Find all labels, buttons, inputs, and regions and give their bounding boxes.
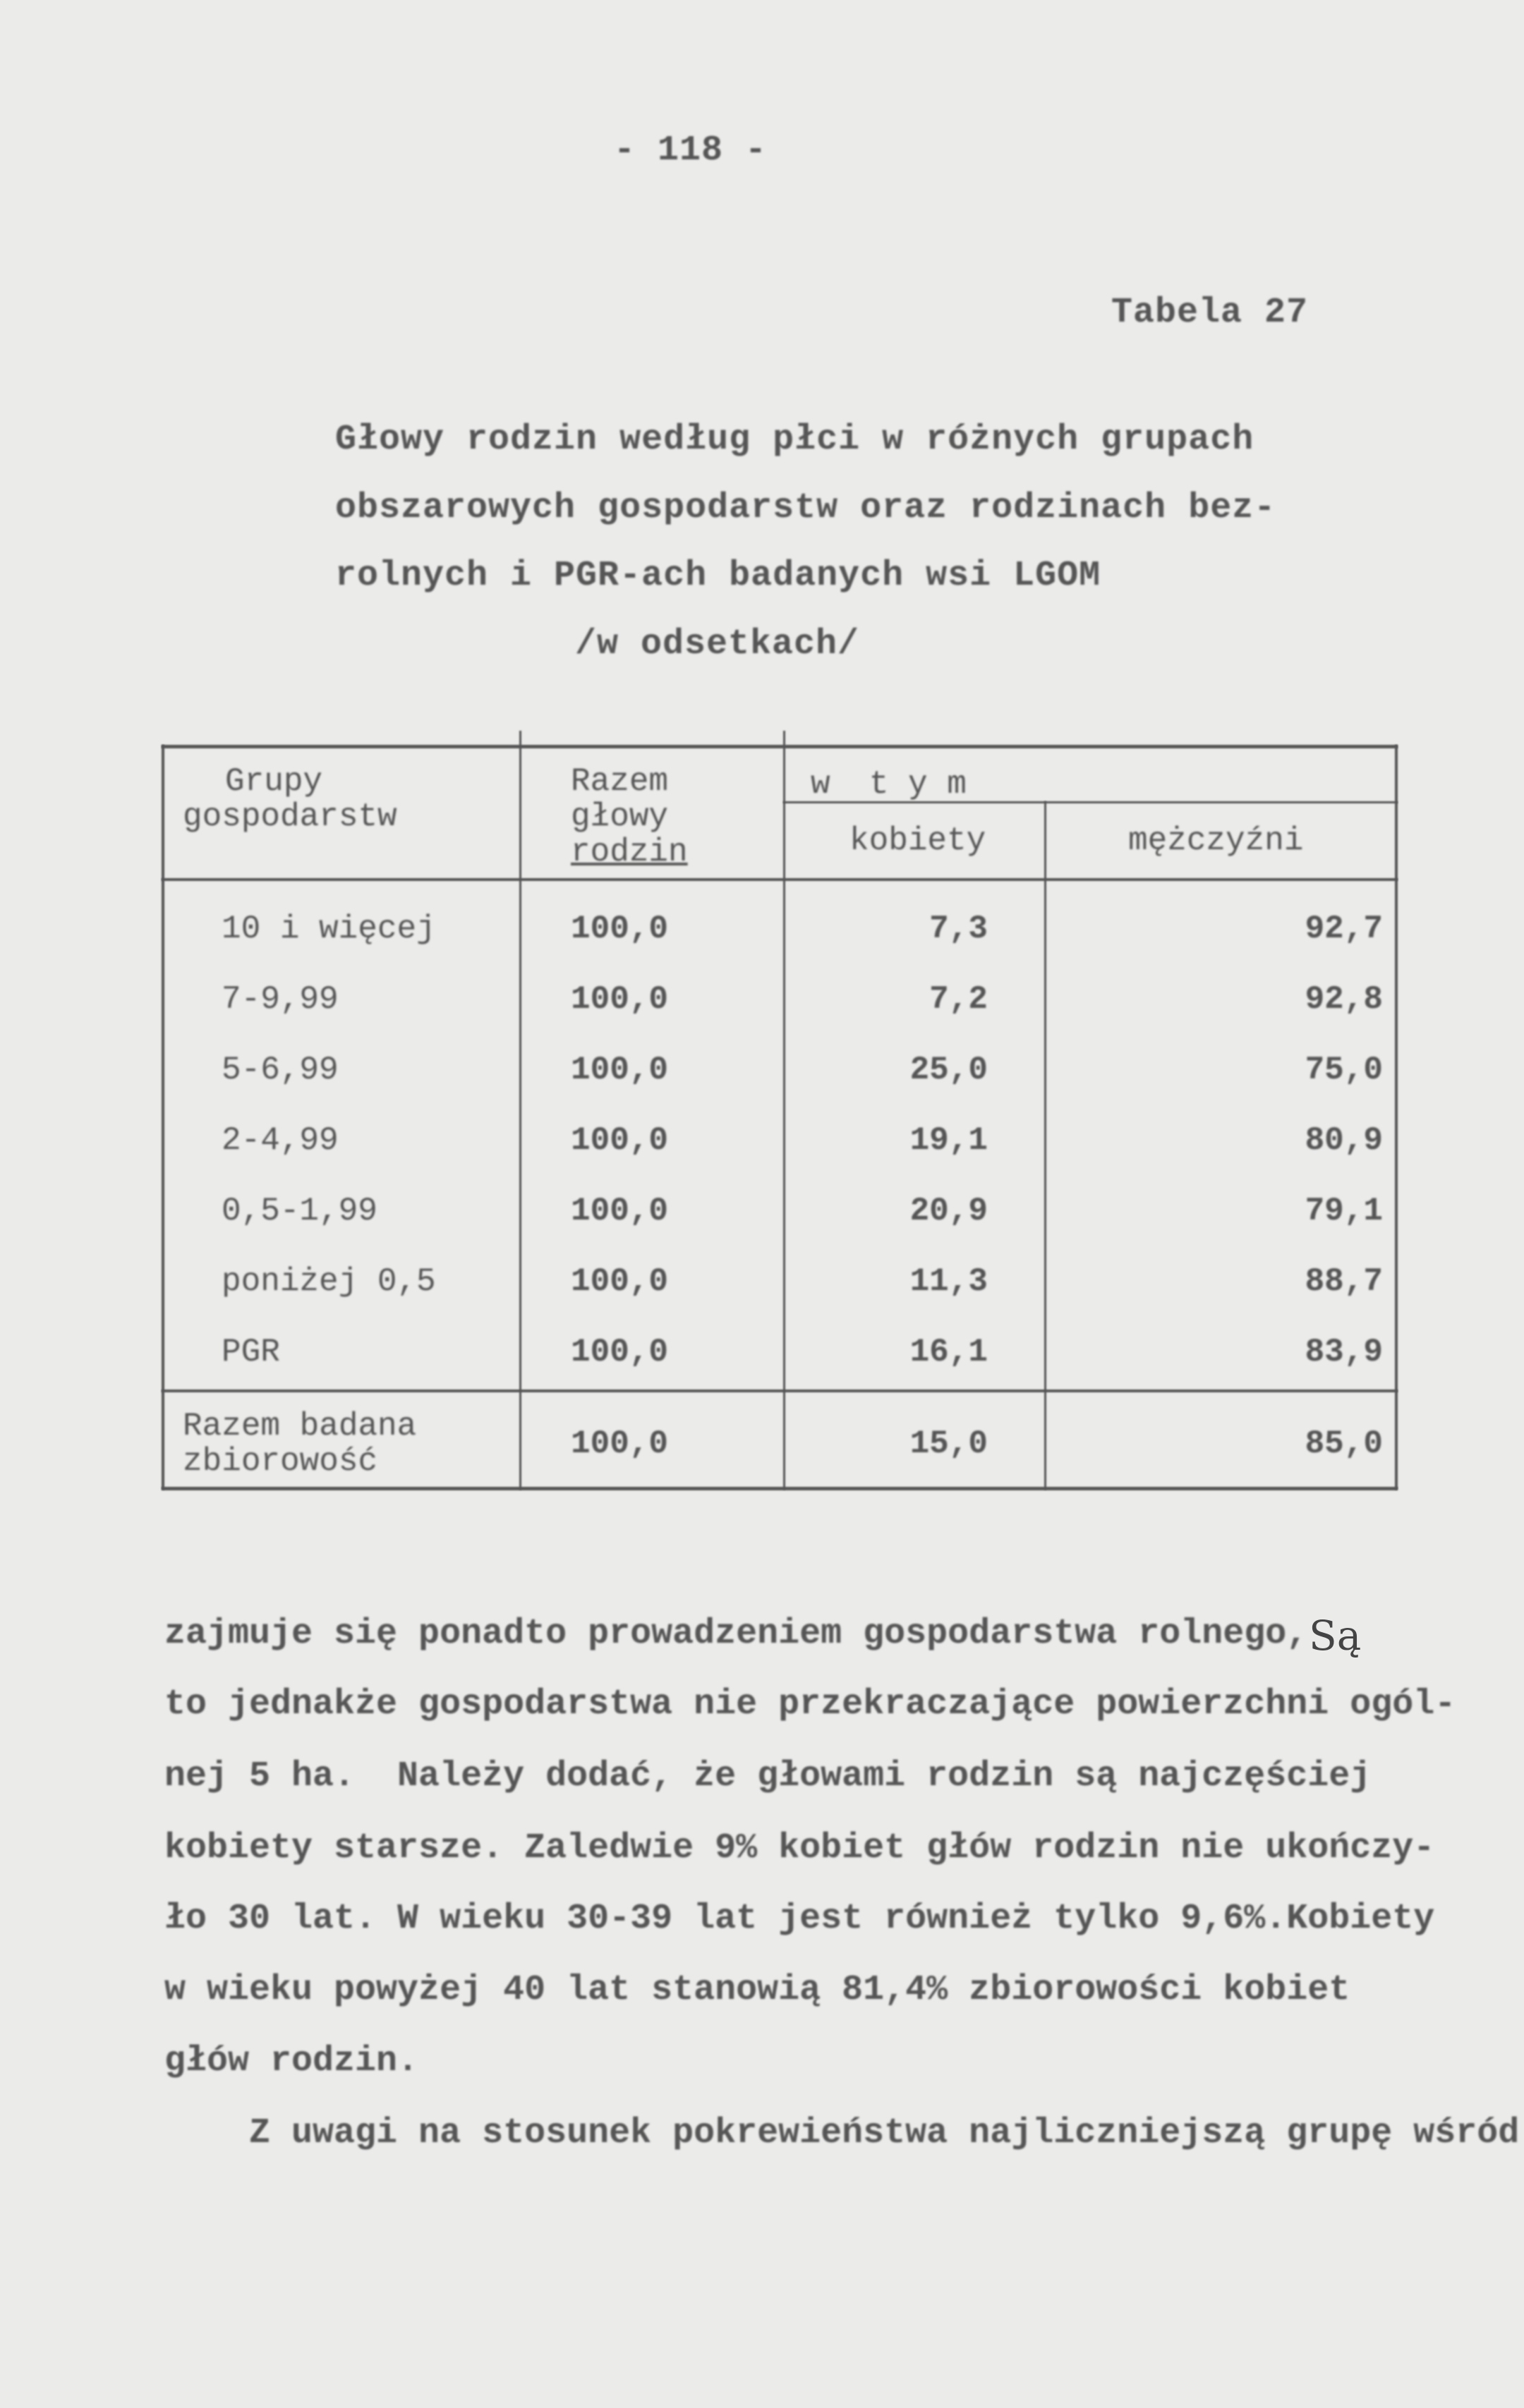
paragraph-line-7: głów rodzin. <box>164 2041 419 2081</box>
total-row-total: 100,0 <box>571 1425 669 1462</box>
row-group: PGR <box>222 1334 280 1370</box>
total-row-women: 15,0 <box>909 1425 988 1462</box>
table-border-left <box>162 745 164 1490</box>
page-number: - 118 - <box>614 130 768 171</box>
total-row-label-line-1: Razem badana <box>183 1408 417 1445</box>
paragraph-line-5: ło 30 lat. W wieku 30-39 lat jest również tylko 9,6%.Kobiety <box>164 1899 1435 1939</box>
row-group: 10 i więcej <box>222 911 436 947</box>
row-women: 7,2 <box>929 981 988 1018</box>
row-group: poniżej 0,5 <box>222 1263 436 1300</box>
row-women: 19,1 <box>909 1122 988 1159</box>
paragraph-line-4: kobiety starsze. Zaledwie 9% kobiet głów rodzin nie ukończy- <box>164 1828 1435 1868</box>
row-men: 83,9 <box>1305 1334 1383 1370</box>
table-subtitle: /w odsetkach/ <box>575 624 860 664</box>
table-label: Tabela 27 <box>1111 293 1309 333</box>
row-women: 11,3 <box>909 1263 988 1300</box>
header-total-line-2: głowy <box>571 798 669 835</box>
table-title-line-1: Głowy rodzin według płci w różnych grupach <box>335 420 1254 460</box>
header-group-w-tym: w t y m <box>811 766 967 803</box>
row-men: 79,1 <box>1305 1193 1383 1229</box>
table-border-top <box>162 745 1398 748</box>
row-total: 100,0 <box>571 1122 669 1159</box>
total-row-men: 85,0 <box>1305 1425 1383 1462</box>
row-total: 100,0 <box>571 911 669 947</box>
header-women: kobiety <box>849 822 986 859</box>
row-women: 7,3 <box>929 911 988 947</box>
row-men: 92,7 <box>1305 911 1383 947</box>
table-title-line-2: obszarowych gospodarstw oraz rodzinach bez- <box>335 488 1276 528</box>
column-divider <box>519 731 521 1490</box>
header-groups-line-2: gospodarstw <box>183 798 397 835</box>
row-total: 100,0 <box>571 981 669 1018</box>
header-total-line-3: rodzin <box>571 834 688 870</box>
row-women: 16,1 <box>909 1334 988 1370</box>
row-group: 7-9,99 <box>222 981 339 1018</box>
paragraph-line-3: nej 5 ha. Należy dodać, że głowami rodzin są najczęściej <box>164 1756 1372 1796</box>
paragraph-line-2: to jednakże gospodarstwa nie przekraczające powierzchni ogól- <box>164 1684 1456 1725</box>
header-total-line-1: Razem <box>571 763 669 800</box>
row-total: 100,0 <box>571 1263 669 1300</box>
row-men: 92,8 <box>1305 981 1383 1018</box>
header-men: mężczyźni <box>1128 822 1304 859</box>
table-border-right <box>1395 745 1398 1490</box>
row-group: 2-4,99 <box>222 1122 339 1159</box>
column-divider <box>783 731 785 1490</box>
row-men: 75,0 <box>1305 1052 1383 1088</box>
paragraph-line-8: Z uwagi na stosunek pokrewieństwa najliczniejszą grupę wśród <box>164 2113 1520 2153</box>
table-title-line-3: rolnych i PGR-ach badanych wsi LGOM <box>335 556 1101 596</box>
handwritten-note: Są <box>1309 1612 1362 1660</box>
data-table <box>162 745 1398 1490</box>
row-total: 100,0 <box>571 1193 669 1229</box>
table-border-bottom <box>162 1487 1398 1490</box>
row-group: 0,5-1,99 <box>222 1193 377 1229</box>
header-groups-line-1: Grupy <box>225 763 323 800</box>
total-row-label-line-2: zbiorowość <box>183 1443 378 1480</box>
header-divider <box>162 878 1398 881</box>
paragraph-line-1: zajmuje się ponadto prowadzeniem gospodarstwa rolnego, <box>164 1614 1308 1654</box>
row-total: 100,0 <box>571 1334 669 1370</box>
total-divider <box>162 1390 1398 1392</box>
row-women: 25,0 <box>909 1052 988 1088</box>
row-total: 100,0 <box>571 1052 669 1088</box>
row-women: 20,9 <box>909 1193 988 1229</box>
row-men: 80,9 <box>1305 1122 1383 1159</box>
row-men: 88,7 <box>1305 1263 1383 1300</box>
row-group: 5-6,99 <box>222 1052 339 1088</box>
paragraph-line-6: w wieku powyżej 40 lat stanowią 81,4% zbiorowości kobiet <box>164 1970 1350 2010</box>
